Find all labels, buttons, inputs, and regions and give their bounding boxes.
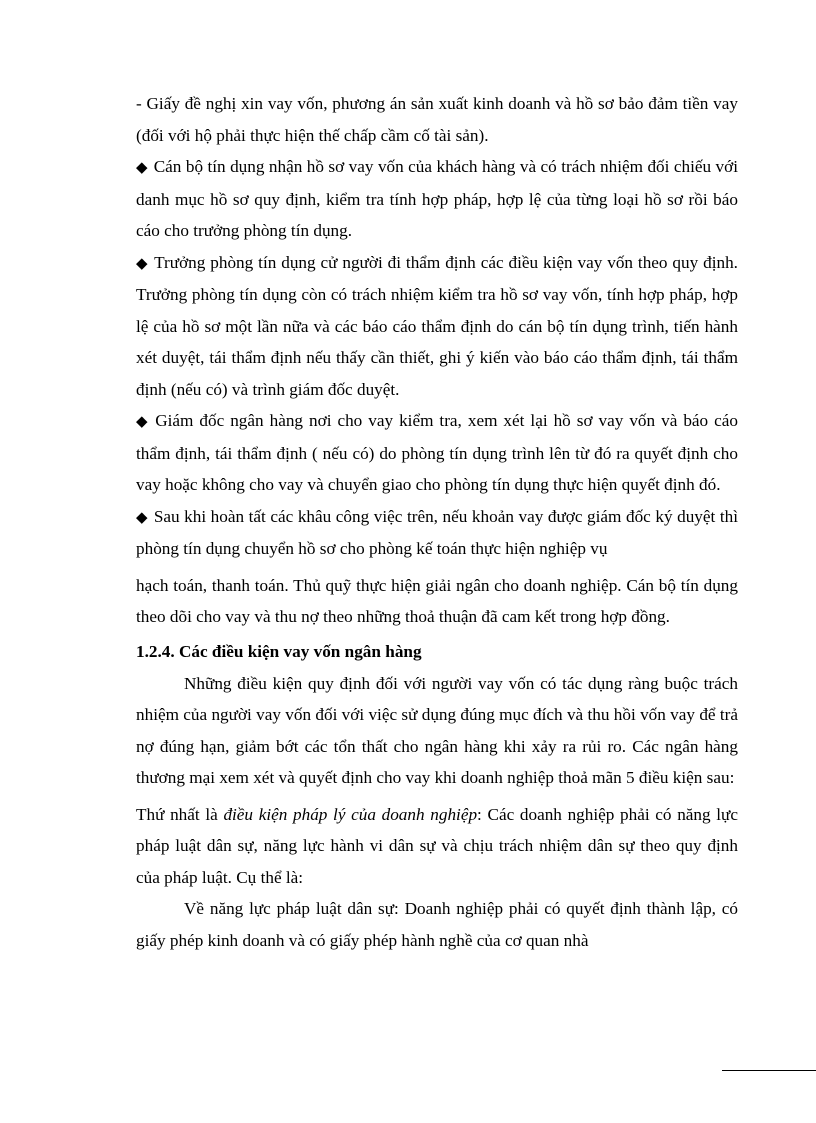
first-condition-italic: điều kiện pháp lý của doanh nghiệp: [223, 804, 478, 824]
first-condition-rest: : Các doanh nghiệp phải có năng lực pháp luật dân sự, năng lực hành vi dân sự và chịu trách nhiệm dân sự theo quy định của pháp luật. Cụ thể là:: [136, 804, 738, 887]
diamond-bullet-icon: ◆: [136, 158, 148, 176]
diamond-bullet-icon: ◆: [136, 507, 148, 526]
diamond-bullet-icon: ◆: [136, 253, 149, 272]
section-heading: 1.2.4. Các điều kiện vay vốn ngân hàng: [136, 641, 422, 661]
paragraph-after-approval: [136, 501, 738, 565]
paragraph-credit-officer: [136, 151, 738, 247]
paragraph-text: Giám đốc ngân hàng nơi cho vay kiểm tra, xem xét lại hồ sơ vay vốn và báo cáo thẩm định, tái thẩm định ( nếu có) do phòng tín dụng trình lên từ đó ra quyết định cho vay hoặc không cho vay và chuyển giao cho phòng tín dụng thực hiện quyết định đó.: [136, 411, 738, 494]
footer-rule: [722, 1070, 816, 1071]
diamond-bullet-icon: ◆: [136, 412, 150, 430]
paragraph-text: Cán bộ tín dụng nhận hồ sơ vay vốn của khách hàng và có trách nhiệm đối chiếu với danh mục hồ sơ quy định, kiểm tra tính hợp pháp, hợp lệ của từng loại hồ sơ rồi báo cáo cho trưởng phòng tín dụng.: [136, 157, 738, 240]
paragraph-first-condition: [136, 799, 738, 894]
paragraph-text: Trưởng phòng tín dụng cử người đi thẩm định các điều kiện vay vốn theo quy định. Trưởng phòng tín dụng còn có trách nhiệm kiểm tra hồ sơ vay vốn, tính hợp pháp, hợp lệ của hồ sơ một lần nữa và các báo cáo thẩm định do cán bộ tín dụng trình, tiến hành xét duyệt, tái thẩm định nếu thấy cần thiết, ghi ý kiến vào báo cáo thẩm định, tái thẩm định (nếu có) và trình giám đốc duyệt.: [136, 252, 738, 399]
paragraph-bank-director: [136, 405, 738, 501]
document-page: [136, 88, 738, 956]
first-condition-prefix: Thứ nhất là: [136, 804, 224, 824]
paragraph-head-of-credit: [136, 247, 738, 406]
paragraph-loan-documents: - Giấy đề nghị xin vay vốn, phương án sản xuất kinh doanh và hồ sơ bảo đảm tiền vay (đối với hộ phải thực hiện thế chấp cầm cố tài sản).: [136, 94, 738, 145]
paragraph-text: Sau khi hoàn tất các khâu công việc trên, nếu khoản vay được giám đốc ký duyệt thì phòng tín dụng chuyển hồ sơ cho phòng kế toán thực hiện nghiệp vụ: [136, 506, 738, 558]
paragraph-loan-conditions-intro: Những điều kiện quy định đối với người vay vốn có tác dụng ràng buộc trách nhiệm của người vay vốn đối với việc sử dụng đúng mục đích và thu hồi vốn vay để trả nợ đúng hạn, giảm bớt các tổn thất cho ngân hàng khi xảy ra rủi ro. Các ngân hàng thương mại xem xét và quyết định cho vay khi doanh nghiệp thoả mãn 5 điều kiện sau:: [136, 673, 738, 787]
paragraph-legal-capacity: Về năng lực pháp luật dân sự: Doanh nghiệp phải có quyết định thành lập, có giấy phép kinh doanh và có giấy phép hành nghề của cơ quan nhà: [136, 899, 738, 950]
paragraph-accounting: hạch toán, thanh toán. Thủ quỹ thực hiện giải ngân cho doanh nghiệp. Cán bộ tín dụng theo dõi cho vay và thu nợ theo những thoả thuận đã cam kết trong hợp đồng.: [136, 575, 738, 626]
